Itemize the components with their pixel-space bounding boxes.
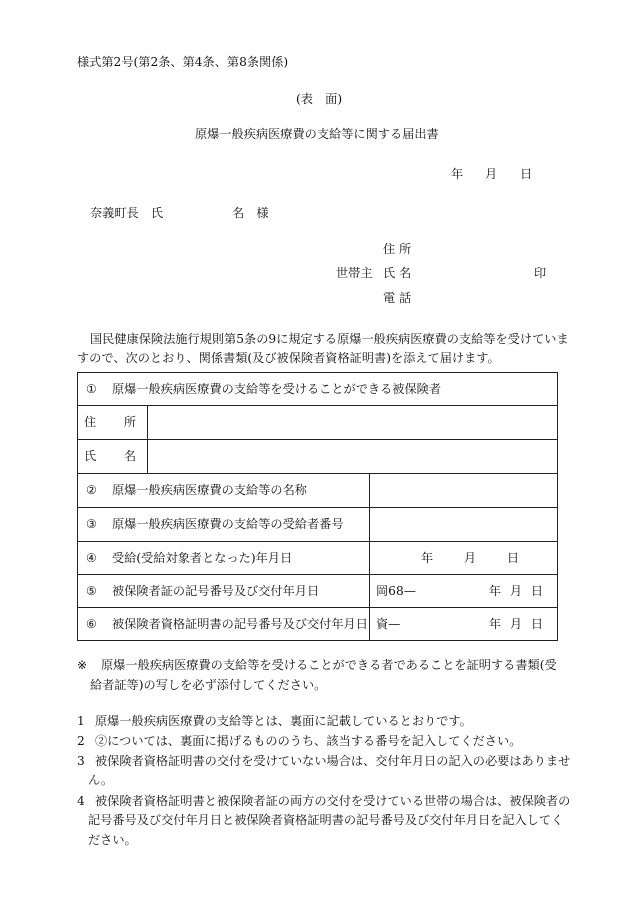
addressee-suffix: 名 様 — [232, 206, 269, 220]
benefit-name-input-cell[interactable] — [370, 474, 558, 508]
addressee-mayor: 奈義町長 氏 — [90, 206, 164, 220]
qualification-cert-label-cell — [78, 608, 370, 641]
table-row-address — [78, 406, 558, 440]
table-row-benefit-name — [78, 474, 558, 508]
year-label: 年 — [421, 550, 434, 565]
row-number: ③ — [86, 517, 97, 532]
name-input-cell[interactable] — [148, 440, 558, 474]
row-label: 被保険者資格証明書の記号番号及び交付年月日 — [112, 616, 368, 631]
qualification-cert-input-cell[interactable] — [370, 608, 558, 641]
row-label: 原爆一般疾病医療費の支給等の名称 — [112, 483, 307, 498]
table-row-recipient-number — [78, 508, 558, 542]
recipient-number-label-cell — [78, 508, 370, 542]
insured-header-cell — [78, 373, 558, 406]
applicant-phone-label: 電 話 — [383, 291, 412, 305]
table-row-insurance-card — [78, 575, 558, 608]
recipient-number-input-cell[interactable] — [370, 508, 558, 542]
notes-item-number: 4 — [77, 794, 85, 808]
name-label-char-2: 名 — [123, 449, 136, 464]
note-line-2: 給者証等)の写しを必ず添付してください。 — [90, 678, 327, 692]
table-row-insured-header — [78, 373, 558, 406]
year-label: 年 — [488, 616, 501, 631]
row-number: ① — [86, 381, 97, 396]
date-day: 日 — [520, 167, 533, 181]
notes-item-line: ん。 — [88, 773, 114, 787]
cert-prefix: 資— — [376, 616, 401, 631]
notes-item-number: 1 — [77, 714, 85, 728]
intro-line-2: すので、次のとおり、関係書類(及び被保険者資格証明書)を添えて届けます。 — [77, 351, 500, 365]
row-number: ⑤ — [86, 583, 97, 598]
insurance-card-input-cell[interactable] — [370, 575, 558, 608]
seal-mark: 印 — [534, 266, 547, 280]
day-label: 日 — [530, 583, 543, 598]
benefit-name-label-cell — [78, 474, 370, 508]
notes-item-line: ださい。 — [88, 833, 137, 847]
notes-item-line: 記号番号及び交付年月日と被保険者資格証明書の記号番号及び交付年月日を記入してく — [88, 813, 564, 827]
card-prefix: 岡68— — [376, 583, 416, 598]
form-table — [77, 372, 558, 641]
insurance-card-label-cell — [78, 575, 370, 608]
day-label: 日 — [506, 550, 520, 565]
table-row-name — [78, 440, 558, 474]
side-label: (表 面) — [296, 92, 343, 106]
month-label: 月 — [463, 550, 477, 565]
address-label-cell — [78, 406, 148, 440]
form-number: 様式第2号(第2条、第4条、第8条関係) — [77, 55, 289, 69]
date-year: 年 — [451, 167, 464, 181]
row-label: 原爆一般疾病医療費の支給等を受けることができる被保険者 — [112, 381, 442, 396]
name-label-cell — [78, 440, 148, 474]
row-number: ⑥ — [86, 616, 97, 631]
notes-item-line: ②については、裏面に掲げるもののうち、該当する番号を記入してください。 — [95, 734, 522, 748]
row-number: ④ — [86, 550, 97, 565]
name-label-char-1: 氏 — [84, 449, 97, 464]
benefit-date-label-cell — [78, 542, 370, 575]
intro-line-1: 国民健康保険法施行規則第5条の9に規定する原爆一般疾病医療費の支給等を受けていま — [90, 332, 569, 346]
row-number: ② — [86, 483, 97, 498]
benefit-date-input-cell[interactable] — [370, 542, 558, 575]
applicant-name-label: 氏 名 — [383, 266, 412, 280]
notes-item-number: 3 — [77, 754, 85, 768]
year-label: 年 — [488, 583, 501, 598]
notes-item-line: 被保険者資格証明書と被保険者証の両方の交付を受けている世帯の場合は、被保険者の — [95, 794, 571, 808]
address-input-cell[interactable] — [148, 406, 558, 440]
notes-item-line: 原爆一般疾病医療費の支給等とは、裏面に記載しているとおりです。 — [95, 714, 472, 728]
note-line-1: 原爆一般疾病医療費の支給等を受けることができる者であることを証明する書類(受 — [101, 658, 557, 672]
notes-item-line: 被保険者資格証明書の交付を受けていない場合は、交付年月日の記入の必要はありませ — [95, 754, 571, 768]
address-label-char-2: 所 — [123, 415, 136, 430]
notes-item-number: 2 — [77, 734, 85, 748]
day-label: 日 — [530, 616, 543, 631]
month-label: 月 — [509, 583, 522, 598]
address-label-char-1: 住 — [84, 415, 97, 430]
row-label: 原爆一般疾病医療費の支給等の受給者番号 — [112, 517, 344, 532]
date-month: 月 — [485, 167, 498, 181]
document-title: 原爆一般疾病医療費の支給等に関する届出書 — [195, 127, 439, 141]
row-label: 被保険者証の記号番号及び交付年月日 — [112, 583, 320, 598]
applicant-householder-label: 世帯主 — [336, 266, 373, 280]
month-label: 月 — [509, 616, 522, 631]
note-mark: ※ — [77, 658, 88, 672]
table-row-qualification-cert — [78, 608, 558, 641]
row-label: 受給(受給対象者となった)年月日 — [112, 550, 293, 565]
applicant-address-label: 住 所 — [383, 242, 412, 256]
table-row-benefit-date — [78, 542, 558, 575]
